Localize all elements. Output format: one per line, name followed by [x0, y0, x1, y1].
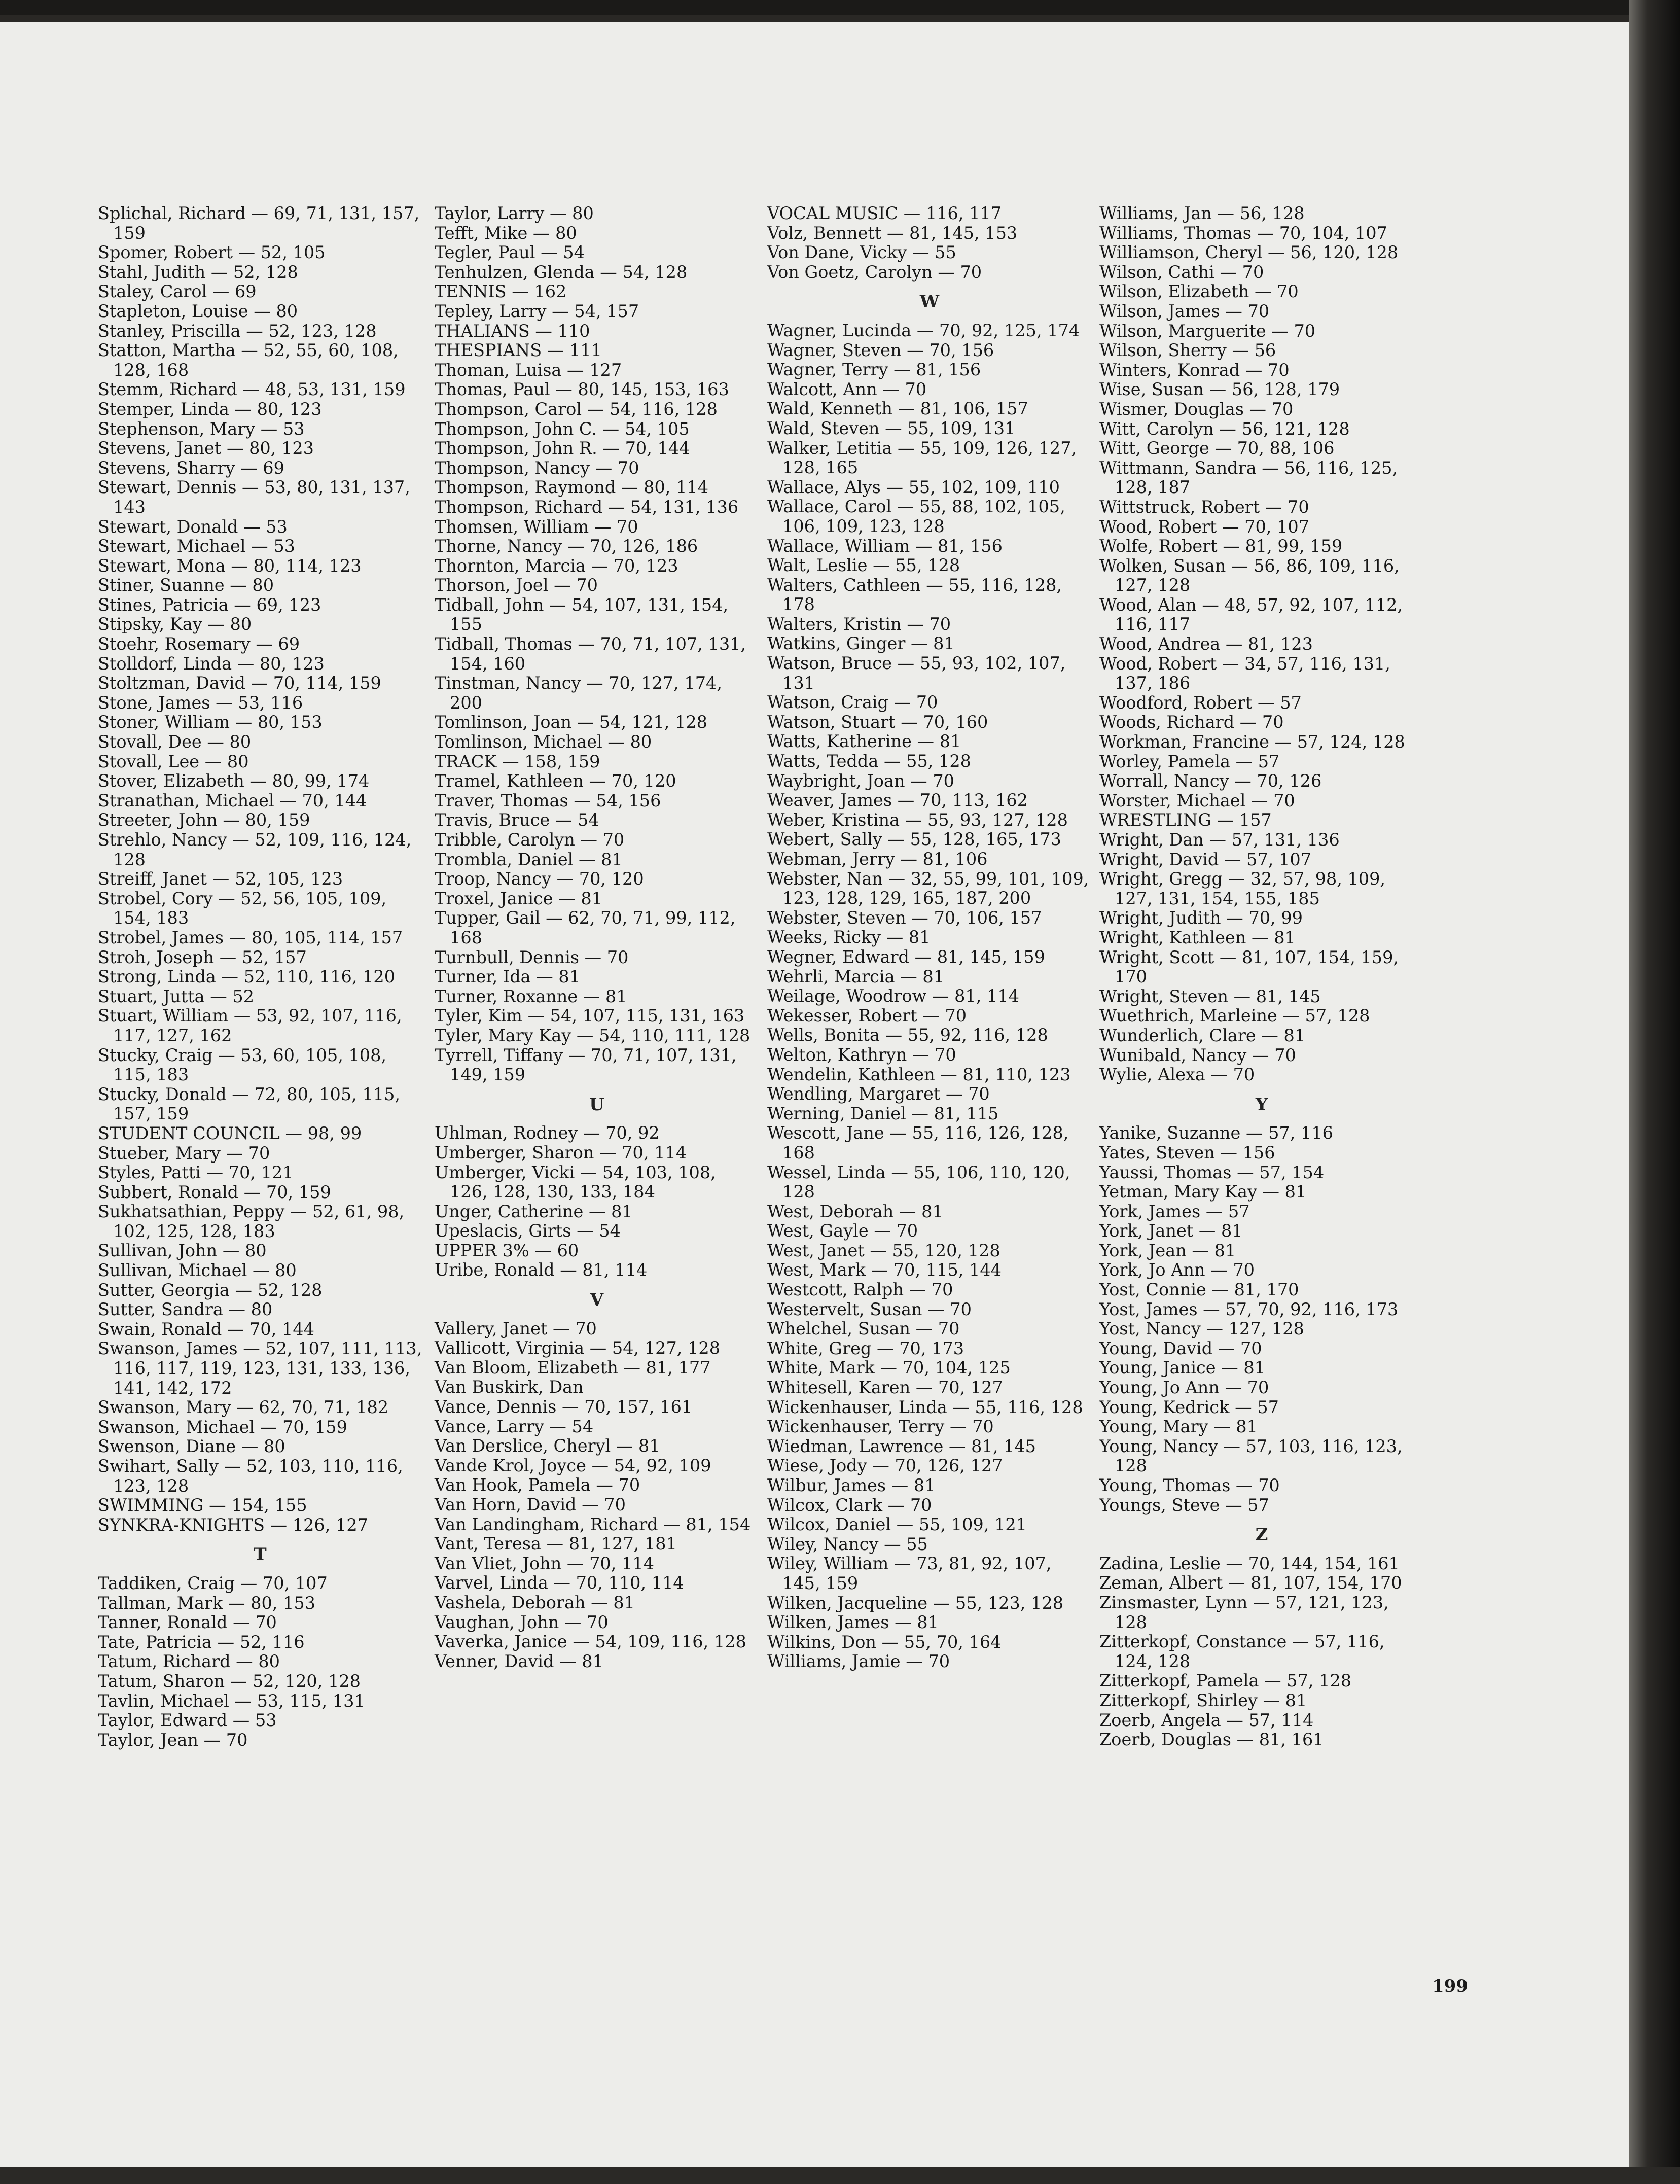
index-entry: Walters, Cathleen — 55, 116, 128, 178 — [767, 575, 1062, 615]
page-number: 199 — [1432, 1976, 1468, 1996]
index-entry: UPPER 3% — 60 — [435, 1240, 579, 1260]
index-entry: Thoman, Luisa — 127 — [435, 360, 622, 380]
index-entry: Williams, Thomas — 70, 104, 107 — [1099, 223, 1387, 243]
index-entry: THESPIANS — 111 — [435, 340, 602, 361]
index-entry: Wescott, Jane — 55, 116, 126, 128, 168 — [767, 1123, 1069, 1163]
index-entry: Tomlinson, Joan — 54, 121, 128 — [435, 712, 707, 732]
index-entry: York, James — 57 — [1099, 1201, 1250, 1221]
index-entry: Troop, Nancy — 70, 120 — [435, 869, 644, 889]
index-entry: Webster, Steven — 70, 106, 157 — [767, 907, 1042, 928]
index-entry: Williamson, Cheryl — 56, 120, 128 — [1099, 242, 1399, 263]
index-entry: Wright, Scott — 81, 107, 154, 159, 170 — [1099, 947, 1399, 987]
index-entry: Uhlman, Rodney — 70, 92 — [435, 1123, 660, 1143]
index-entry: Vallicott, Virginia — 54, 127, 128 — [435, 1338, 721, 1358]
index-entry: Yetman, Mary Kay — 81 — [1099, 1182, 1307, 1202]
index-column-3 — [767, 204, 1092, 1672]
index-entry: Swanson, Mary — 62, 70, 71, 182 — [98, 1397, 389, 1418]
index-entry: Tyler, Mary Kay — 54, 110, 111, 128 — [435, 1025, 750, 1045]
index-entry: York, Jean — 81 — [1099, 1240, 1236, 1260]
index-entry: Weilage, Woodrow — 81, 114 — [767, 986, 1019, 1006]
index-entry: Weber, Kristina — 55, 93, 127, 128 — [767, 809, 1068, 830]
index-entry: Tatum, Richard — 80 — [98, 1651, 280, 1672]
index-entry: TRACK — 158, 159 — [435, 751, 600, 771]
section-letter-heading: Y — [1255, 1094, 1268, 1115]
section-letter-heading: U — [589, 1094, 604, 1115]
index-entry: Thompson, John R. — 70, 144 — [435, 438, 690, 459]
index-entry: Tate, Patricia — 52, 116 — [98, 1632, 305, 1652]
index-entry: Wright, Kathleen — 81 — [1099, 927, 1296, 947]
index-entry: Swanson, James — 52, 107, 111, 113, 116, 117, 119, 123, 131, 133, 136, 141, 142, 172 — [98, 1338, 422, 1398]
index-entry: Westervelt, Susan — 70 — [767, 1299, 972, 1319]
index-entry: Thomas, Paul — 80, 145, 153, 163 — [435, 379, 729, 400]
index-entry: Zadina, Leslie — 70, 144, 154, 161 — [1099, 1553, 1400, 1573]
index-entry: Wallace, Alys — 55, 102, 109, 110 — [767, 477, 1060, 497]
index-entry: Stucky, Donald — 72, 80, 105, 115, 157, 159 — [98, 1084, 401, 1124]
index-entry: Wittstruck, Robert — 70 — [1099, 497, 1309, 517]
index-entry: Stover, Elizabeth — 80, 99, 174 — [98, 771, 370, 791]
index-entry: Wolfe, Robert — 81, 99, 159 — [1099, 536, 1343, 556]
index-entry: Wald, Steven — 55, 109, 131 — [767, 418, 1016, 438]
index-entry: Volz, Bennett — 81, 145, 153 — [767, 223, 1018, 243]
index-entry: Travis, Bruce — 54 — [435, 810, 599, 830]
index-entry: WRESTLING — 157 — [1099, 810, 1272, 830]
index-entry: Strobel, Cory — 52, 56, 105, 109, 154, 183 — [98, 888, 387, 928]
index-entry: Watkins, Ginger — 81 — [767, 633, 955, 654]
index-entry: Wilcox, Daniel — 55, 109, 121 — [767, 1514, 1027, 1535]
index-entry: Wunibald, Nancy — 70 — [1099, 1045, 1296, 1065]
index-entry: Tavlin, Michael — 53, 115, 131 — [98, 1690, 365, 1711]
index-entry: Wagner, Lucinda — 70, 92, 125, 174 — [767, 320, 1080, 340]
index-entry: Zinsmaster, Lynn — 57, 121, 123, 128 — [1099, 1592, 1389, 1632]
index-entry: Wuethrich, Marleine — 57, 128 — [1099, 1006, 1370, 1026]
index-entry: Stroh, Joseph — 52, 157 — [98, 947, 307, 967]
index-entry: Wickenhauser, Linda — 55, 116, 128 — [767, 1397, 1083, 1417]
index-entry: Wismer, Douglas — 70 — [1099, 399, 1294, 419]
index-entry: Tenhulzen, Glenda — 54, 128 — [435, 262, 688, 282]
index-entry: Taylor, Larry — 80 — [435, 203, 594, 223]
index-entry: Worster, Michael — 70 — [1099, 790, 1295, 811]
index-entry: Stevens, Janet — 80, 123 — [98, 438, 314, 459]
index-entry: Thompson, John C. — 54, 105 — [435, 418, 690, 439]
section-letter-heading: V — [590, 1290, 604, 1311]
index-entry: Wylie, Alexa — 70 — [1099, 1065, 1255, 1085]
index-entry: Wilkins, Don — 55, 70, 164 — [767, 1632, 1002, 1652]
index-entry: SWIMMING — 154, 155 — [98, 1495, 307, 1516]
index-entry: Troxel, Janice — 81 — [435, 888, 602, 908]
index-entry: Staley, Carol — 69 — [98, 281, 257, 302]
index-entry: Von Dane, Vicky — 55 — [767, 242, 956, 263]
index-entry: Tidball, Thomas — 70, 71, 107, 131, 154, 160 — [435, 634, 746, 674]
index-entry: Statton, Martha — 52, 55, 60, 108, 128, 168 — [98, 340, 399, 380]
index-entry: Wendling, Margaret — 70 — [767, 1084, 990, 1104]
index-entry: Sutter, Georgia — 52, 128 — [98, 1280, 323, 1300]
index-entry: Williams, Jamie — 70 — [767, 1651, 950, 1672]
index-entry: Workman, Francine — 57, 124, 128 — [1099, 732, 1405, 752]
index-entry: Wagner, Terry — 81, 156 — [767, 360, 981, 380]
index-entry: Werning, Daniel — 81, 115 — [767, 1103, 999, 1123]
index-entry: Waybright, Joan — 70 — [767, 770, 954, 791]
index-entry: Thompson, Richard — 54, 131, 136 — [435, 497, 739, 517]
index-entry: Witt, Carolyn — 56, 121, 128 — [1099, 418, 1350, 439]
book-spine — [1629, 0, 1680, 2184]
index-entry: Worley, Pamela — 57 — [1099, 751, 1280, 771]
index-entry: Subbert, Ronald — 70, 159 — [98, 1182, 331, 1202]
index-entry: Yost, Connie — 81, 170 — [1099, 1280, 1299, 1300]
index-entry: Vant, Teresa — 81, 127, 181 — [435, 1534, 677, 1554]
index-entry: Thornton, Marcia — 70, 123 — [435, 555, 678, 576]
index-entry: THALIANS — 110 — [435, 321, 590, 341]
index-entry: Westcott, Ralph — 70 — [767, 1280, 953, 1300]
index-entry: Stueber, Mary — 70 — [98, 1143, 270, 1163]
index-entry: Wiley, Nancy — 55 — [767, 1534, 928, 1554]
index-entry: Tomlinson, Michael — 80 — [435, 732, 652, 752]
index-entry: Van Hook, Pamela — 70 — [435, 1475, 640, 1495]
index-entry: Umberger, Vicki — 54, 103, 108, 126, 128, 130, 133, 184 — [435, 1162, 716, 1202]
index-entry: Wehrli, Marcia — 81 — [767, 966, 945, 987]
index-entry: Walters, Kristin — 70 — [767, 614, 951, 634]
index-entry: Splichal, Richard — 69, 71, 131, 157, 159 — [98, 203, 420, 243]
index-entry: West, Mark — 70, 115, 144 — [767, 1260, 1002, 1280]
index-entry: Stipsky, Kay — 80 — [98, 614, 252, 635]
index-entry: Young, Jo Ann — 70 — [1099, 1378, 1269, 1398]
index-entry: Wright, Gregg — 32, 57, 98, 109, 127, 131, 154, 155, 185 — [1099, 869, 1386, 908]
index-entry: Trombla, Daniel — 81 — [435, 849, 623, 869]
index-entry: Van Vliet, John — 70, 114 — [435, 1553, 654, 1573]
index-entry: Taddiken, Craig — 70, 107 — [98, 1573, 328, 1593]
index-entry: Wells, Bonita — 55, 92, 116, 128 — [767, 1025, 1048, 1045]
index-entry: Stolldorf, Linda — 80, 123 — [98, 653, 325, 674]
index-entry: Van Landingham, Richard — 81, 154 — [435, 1514, 751, 1534]
index-entry: Webster, Nan — 32, 55, 99, 101, 109, 123, 128, 129, 165, 187, 200 — [767, 868, 1089, 908]
index-entry: Wright, Judith — 70, 99 — [1099, 908, 1303, 928]
index-entry: Vaughan, John — 70 — [435, 1612, 609, 1632]
index-entry: Webman, Jerry — 81, 106 — [767, 849, 988, 869]
index-entry: Taylor, Jean — 70 — [98, 1730, 248, 1750]
index-entry: Wiley, William — 73, 81, 92, 107, 145, 159 — [767, 1554, 1052, 1593]
index-entry: Williams, Jan — 56, 128 — [1099, 203, 1305, 223]
index-entry: Youngs, Steve — 57 — [1099, 1495, 1269, 1515]
index-entry: Walcott, Ann — 70 — [767, 379, 927, 399]
index-entry: Tefft, Mike — 80 — [435, 223, 577, 243]
index-entry: Watson, Craig — 70 — [767, 692, 938, 713]
index-entry: Wilson, Sherry — 56 — [1099, 340, 1276, 361]
index-entry: Young, Mary — 81 — [1099, 1417, 1258, 1437]
index-entry: Wald, Kenneth — 81, 106, 157 — [767, 399, 1028, 419]
index-entry: Wood, Robert — 70, 107 — [1099, 516, 1310, 537]
index-entry: Tyrrell, Tiffany — 70, 71, 107, 131, 149, 159 — [435, 1045, 737, 1085]
index-entry: Wunderlich, Clare — 81 — [1099, 1025, 1306, 1045]
index-entry: West, Deborah — 81 — [767, 1201, 943, 1221]
index-entry: Stephenson, Mary — 53 — [98, 418, 305, 439]
index-entry: Varvel, Linda — 70, 110, 114 — [435, 1573, 684, 1593]
index-entry: Stuart, Jutta — 52 — [98, 986, 255, 1006]
index-entry: Stewart, Dennis — 53, 80, 131, 137, 143 — [98, 477, 410, 517]
index-entry: Tatum, Sharon — 52, 120, 128 — [98, 1671, 361, 1691]
index-entry: Wiedman, Lawrence — 81, 145 — [767, 1436, 1036, 1456]
index-entry: Tallman, Mark — 80, 153 — [98, 1593, 316, 1613]
index-entry: Wiese, Jody — 70, 126, 127 — [767, 1456, 1003, 1476]
index-entry: Tegler, Paul — 54 — [435, 242, 585, 263]
index-entry: Swain, Ronald — 70, 144 — [98, 1319, 314, 1339]
index-entry: Zoerb, Douglas — 81, 161 — [1099, 1730, 1324, 1750]
index-entry: Streiff, Janet — 52, 105, 123 — [98, 869, 343, 889]
index-entry: SYNKRA-KNIGHTS — 126, 127 — [98, 1514, 368, 1535]
index-entry: Tinstman, Nancy — 70, 127, 174, 200 — [435, 673, 722, 713]
index-entry: Van Derslice, Cheryl — 81 — [435, 1436, 660, 1456]
index-entry: Strobel, James — 80, 105, 114, 157 — [98, 927, 403, 947]
index-entry: Young, Janice — 81 — [1099, 1358, 1265, 1378]
index-entry: Wilcox, Clark — 70 — [767, 1495, 932, 1515]
index-entry: Watts, Katherine — 81 — [767, 731, 961, 752]
index-entry: Wilson, Cathi — 70 — [1099, 262, 1264, 282]
index-entry: Tramel, Kathleen — 70, 120 — [435, 771, 676, 791]
index-entry: Zoerb, Angela — 57, 114 — [1099, 1710, 1314, 1730]
index-entry: Traver, Thomas — 54, 156 — [435, 790, 661, 811]
index-entry: West, Janet — 55, 120, 128 — [767, 1240, 1000, 1260]
index-entry: Tidball, John — 54, 107, 131, 154, 155 — [435, 594, 729, 635]
index-entry: Van Buskirk, Dan — [435, 1377, 584, 1397]
index-entry: Stoner, William — 80, 153 — [98, 712, 323, 732]
index-entry: Whitesell, Karen — 70, 127 — [767, 1378, 1003, 1398]
index-entry: Yates, Steven — 156 — [1099, 1142, 1275, 1163]
index-entry: VOCAL MUSIC — 116, 117 — [767, 203, 1002, 223]
index-entry: Tyler, Kim — 54, 107, 115, 131, 163 — [435, 1006, 745, 1026]
index-entry: White, Mark — 70, 104, 125 — [767, 1358, 1011, 1378]
index-entry: Swihart, Sally — 52, 103, 110, 116, 123, 128 — [98, 1456, 403, 1496]
index-entry: Wood, Alan — 48, 57, 92, 107, 112, 116, 117 — [1099, 594, 1403, 635]
index-entry: Upeslacis, Girts — 54 — [435, 1221, 621, 1241]
index-entry: Swenson, Diane — 80 — [98, 1436, 285, 1457]
index-entry: Wagner, Steven — 70, 156 — [767, 340, 994, 360]
index-entry: Wickenhauser, Terry — 70 — [767, 1417, 994, 1437]
index-entry: Thorson, Joel — 70 — [435, 575, 598, 595]
index-entry: Watson, Stuart — 70, 160 — [767, 712, 988, 732]
index-entry: Wekesser, Robert — 70 — [767, 1005, 967, 1026]
index-entry: Wright, Dan — 57, 131, 136 — [1099, 830, 1340, 850]
index-entry: Von Goetz, Carolyn — 70 — [767, 262, 982, 282]
index-entry: Uribe, Ronald — 81, 114 — [435, 1260, 648, 1280]
index-entry: Stahl, Judith — 52, 128 — [98, 262, 298, 282]
index-entry: Stewart, Mona — 80, 114, 123 — [98, 555, 362, 576]
index-entry: Watson, Bruce — 55, 93, 102, 107, 131 — [767, 653, 1066, 693]
index-entry: Wright, David — 57, 107 — [1099, 849, 1312, 869]
index-entry: STUDENT COUNCIL — 98, 99 — [98, 1123, 362, 1143]
index-entry: TENNIS — 162 — [435, 281, 567, 302]
index-entry: Welton, Kathryn — 70 — [767, 1044, 956, 1065]
index-entry: Strehlo, Nancy — 52, 109, 116, 124, 128 — [98, 830, 412, 869]
index-entry: Walker, Letitia — 55, 109, 126, 127, 128, 165 — [767, 438, 1077, 478]
index-entry: Turner, Roxanne — 81 — [435, 986, 627, 1006]
index-entry: White, Greg — 70, 173 — [767, 1338, 964, 1358]
index-entry: Stemm, Richard — 48, 53, 131, 159 — [98, 379, 406, 400]
index-entry: Wood, Robert — 34, 57, 116, 131, 137, 186 — [1099, 653, 1390, 693]
index-entry: Tupper, Gail — 62, 70, 71, 99, 112, 168 — [435, 908, 736, 947]
index-entry: Tanner, Ronald — 70 — [98, 1612, 277, 1633]
index-entry: Thomsen, William — 70 — [435, 516, 638, 537]
index-entry: Stewart, Michael — 53 — [98, 536, 295, 556]
index-entry: Wilson, James — 70 — [1099, 301, 1270, 321]
index-page — [0, 15, 1629, 2178]
index-entry: Webert, Sally — 55, 128, 165, 173 — [767, 829, 1061, 850]
index-entry: Strong, Linda — 52, 110, 116, 120 — [98, 967, 396, 987]
index-entry: Sutter, Sandra — 80 — [98, 1299, 273, 1320]
index-entry: Sullivan, John — 80 — [98, 1241, 267, 1261]
index-entry: Tepley, Larry — 54, 157 — [435, 301, 639, 321]
index-entry: Tribble, Carolyn — 70 — [435, 830, 625, 850]
index-entry: Stoltzman, David — 70, 114, 159 — [98, 673, 381, 693]
index-entry: Wessel, Linda — 55, 106, 110, 120, 128 — [767, 1162, 1070, 1202]
index-entry: West, Gayle — 70 — [767, 1221, 918, 1241]
index-entry: Stevens, Sharry — 69 — [98, 457, 284, 478]
index-entry: Van Horn, David — 70 — [435, 1495, 626, 1514]
index-entry: Stranathan, Michael — 70, 144 — [98, 790, 367, 811]
section-letter-heading: Z — [1255, 1525, 1268, 1545]
index-entry: Yaussi, Thomas — 57, 154 — [1099, 1162, 1325, 1182]
index-entry: Winters, Konrad — 70 — [1099, 360, 1290, 380]
index-entry: Young, Thomas — 70 — [1099, 1475, 1280, 1495]
index-entry: Thompson, Nancy — 70 — [435, 457, 639, 478]
index-entry: Woods, Richard — 70 — [1099, 712, 1284, 732]
index-entry: Swanson, Michael — 70, 159 — [98, 1417, 347, 1437]
index-entry: Stines, Patricia — 69, 123 — [98, 594, 321, 615]
index-entry: Wilken, Jacqueline — 55, 123, 128 — [767, 1593, 1064, 1613]
section-letter-heading: T — [254, 1544, 267, 1565]
index-entry: Spomer, Robert — 52, 105 — [98, 242, 326, 263]
index-entry: Vashela, Deborah — 81 — [435, 1592, 635, 1612]
index-entry: Thorne, Nancy — 70, 126, 186 — [435, 536, 698, 556]
index-entry: Wilbur, James — 81 — [767, 1475, 936, 1495]
index-entry: Yanike, Suzanne — 57, 116 — [1099, 1123, 1333, 1143]
index-entry: Young, Kedrick — 57 — [1099, 1397, 1279, 1417]
index-entry: Wilken, James — 81 — [767, 1612, 939, 1633]
index-entry: Vallery, Janet — 70 — [435, 1318, 597, 1338]
index-entry: Stiner, Suanne — 80 — [98, 575, 274, 595]
index-entry: Stemper, Linda — 80, 123 — [98, 399, 322, 419]
index-entry: Young, Nancy — 57, 103, 116, 123, 128 — [1099, 1436, 1403, 1476]
index-entry: Wright, Steven — 81, 145 — [1099, 986, 1321, 1006]
index-entry: Turnbull, Dennis — 70 — [435, 947, 629, 967]
index-entry: Witt, George — 70, 88, 106 — [1099, 438, 1335, 459]
index-entry: Stovall, Lee — 80 — [98, 751, 249, 771]
index-entry: Taylor, Edward — 53 — [98, 1710, 277, 1731]
index-entry: Zitterkopf, Pamela — 57, 128 — [1099, 1671, 1352, 1691]
index-entry: Weeks, Ricky — 81 — [767, 927, 931, 947]
index-entry: Wise, Susan — 56, 128, 179 — [1099, 379, 1340, 400]
index-entry: Stewart, Donald — 53 — [98, 516, 288, 537]
index-entry: Unger, Catherine — 81 — [435, 1201, 633, 1221]
index-column-2 — [435, 204, 759, 1671]
index-entry: Whelchel, Susan — 70 — [767, 1319, 960, 1339]
index-entry: Stoehr, Rosemary — 69 — [98, 634, 300, 654]
index-entry: Wittmann, Sandra — 56, 116, 125, 128, 187 — [1099, 457, 1398, 498]
index-entry: Thompson, Raymond — 80, 114 — [435, 477, 709, 498]
index-entry: Zeman, Albert — 81, 107, 154, 170 — [1099, 1573, 1402, 1593]
index-entry: Wood, Andrea — 81, 123 — [1099, 634, 1313, 654]
index-entry: Worrall, Nancy — 70, 126 — [1099, 771, 1322, 791]
index-entry: Stapleton, Louise — 80 — [98, 301, 298, 321]
index-entry: Wilson, Marguerite — 70 — [1099, 321, 1316, 341]
index-entry: Turner, Ida — 81 — [435, 967, 581, 987]
index-entry: Van Bloom, Elizabeth — 81, 177 — [435, 1357, 711, 1378]
index-entry: Stanley, Priscilla — 52, 123, 128 — [98, 321, 377, 341]
index-column-1 — [98, 204, 422, 1750]
index-entry: Zitterkopf, Constance — 57, 116, 124, 128 — [1099, 1632, 1385, 1671]
index-entry: Walt, Leslie — 55, 128 — [767, 555, 960, 576]
index-entry: York, Jo Ann — 70 — [1099, 1260, 1255, 1280]
index-entry: Wendelin, Kathleen — 81, 110, 123 — [767, 1064, 1071, 1084]
index-entry: Styles, Patti — 70, 121 — [98, 1163, 294, 1183]
index-entry: Thompson, Carol — 54, 116, 128 — [435, 399, 718, 419]
page-bottom-edge — [0, 2167, 1680, 2184]
index-entry: Vaverka, Janice — 54, 109, 116, 128 — [435, 1632, 746, 1652]
section-letter-heading: W — [919, 292, 940, 312]
index-entry: York, Janet — 81 — [1099, 1221, 1243, 1241]
index-entry: Wegner, Edward — 81, 145, 159 — [767, 946, 1045, 967]
index-entry: Stucky, Craig — 53, 60, 105, 108, 115, 183 — [98, 1045, 387, 1085]
index-entry: Wallace, William — 81, 156 — [767, 536, 1003, 556]
index-entry: Yost, James — 57, 70, 92, 116, 173 — [1099, 1299, 1399, 1319]
index-entry: Weaver, James — 70, 113, 162 — [767, 790, 1028, 811]
index-entry: Vance, Dennis — 70, 157, 161 — [435, 1397, 693, 1417]
index-entry: Young, David — 70 — [1099, 1338, 1262, 1358]
index-entry: Wilson, Elizabeth — 70 — [1099, 281, 1299, 302]
index-entry: Stone, James — 53, 116 — [98, 692, 303, 713]
index-entry: Yost, Nancy — 127, 128 — [1099, 1319, 1304, 1339]
index-entry: Sullivan, Michael — 80 — [98, 1260, 297, 1281]
index-entry: Vance, Larry — 54 — [435, 1416, 594, 1436]
index-entry: Vande Krol, Joyce — 54, 92, 109 — [435, 1455, 711, 1475]
index-column-4 — [1099, 204, 1424, 1750]
index-entry: Umberger, Sharon — 70, 114 — [435, 1142, 687, 1163]
index-entry: Wolken, Susan — 56, 86, 109, 116, 127, 128 — [1099, 555, 1400, 595]
index-entry: Zitterkopf, Shirley — 81 — [1099, 1690, 1307, 1710]
index-entry: Wallace, Carol — 55, 88, 102, 105, 106, 109, 123, 128 — [767, 497, 1065, 536]
index-entry: Venner, David — 81 — [435, 1651, 603, 1671]
index-entry: Sukhatsathian, Peppy — 52, 61, 98, 102, 125, 128, 183 — [98, 1202, 405, 1241]
index-entry: Watts, Tedda — 55, 128 — [767, 751, 971, 771]
index-entry: Stovall, Dee — 80 — [98, 732, 252, 752]
index-entry: Streeter, John — 80, 159 — [98, 810, 310, 830]
index-entry: Stuart, William — 53, 92, 107, 116, 117, 127, 162 — [98, 1006, 402, 1045]
index-entry: Woodford, Robert — 57 — [1099, 692, 1302, 713]
